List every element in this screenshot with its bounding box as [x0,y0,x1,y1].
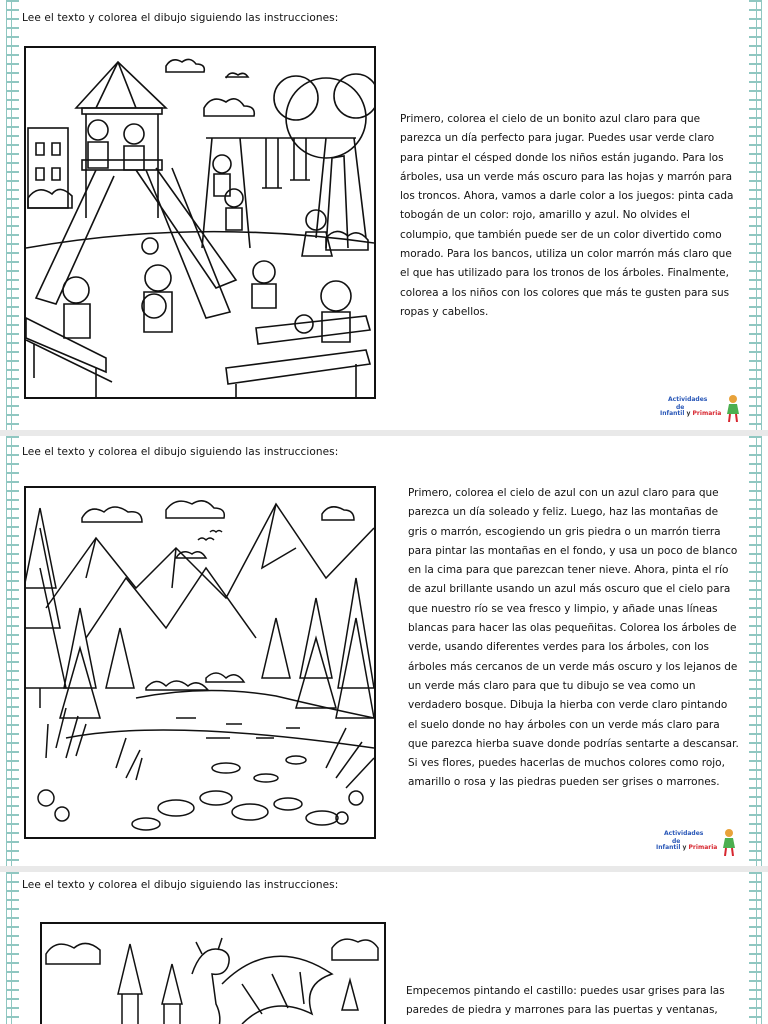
worksheet-page-3 [0,872,768,1024]
instruction-text: Primero, colorea el cielo de un bonito azul claro para que parezca un día perfecto para jugar. Puedes usar verde claro para pintar el césped donde los niños están jugando. Para los árboles, usa un verde más oscuro para las hojas y marrón para los troncos. Ahora, vamos a darle color a los juegos: pinta cada tobogán de un color: rojo, amarillo y azul. No olvides el columpio, que también puede ser de un color divertido como morado. Para los bancos, utiliza un color marrón más claro que el que has utilizado para los tronos de los árboles. Finalmente, colorea a los niños con los colores que más te gusten para sus ropas y cabellos. [400,113,734,318]
decorative-border-left [6,872,19,1024]
logo-line-1: Actividades [664,830,704,837]
decorative-border-right [749,872,762,1024]
logo-line-3: Infantil y Primaria [660,410,722,417]
mountain-river-coloring-image [24,486,376,839]
instruction-text: Primero, colorea el cielo de azul con un azul claro para que parezca un día soleado y feliz. Luego, haz las montañas de gris o marrón, escogiendo un gris piedra o un marrón tierra para pintar las montañas en el fondo, y usa un poco de blanco en la cima para que parezcan tener nieve. Ahora, pinta el río de azul brillante usando un azul más oscuro que el cielo para que nuestro río se vea fresco y limpio, y añade unas líneas blancas para hacer las olas pequeñitas. Colorea los árboles de verde, usando diferentes verdes para los árboles, con los árboles más cercanos de un verde más oscuro y los lejanos de un verde más claro para que tu dibujo se vea como un verdadero bosque. Dibuja la hierba con verde claro pintando el suelo donde no hay árboles con un verde más claro para que parezca hierba suave donde podrías sentarte a descansar. Si ves flores, puedes hacerlas de muchos colores como rojo, amarillo o rosa y las piedras pueden ser grises o marrones. [408,487,739,789]
instruction-heading: Lee el texto y colorea el dibujo siguiendo las instrucciones: [22,12,339,24]
decorative-border-left [6,0,19,430]
site-logo [660,394,740,424]
decorative-border-left [6,436,19,866]
logo-line-1: Actividades [668,396,708,403]
playground-coloring-image [24,46,376,399]
instruction-heading: Lee el texto y colorea el dibujo siguiendo las instrucciones: [22,879,339,891]
instruction-heading: Lee el texto y colorea el dibujo siguiendo las instrucciones: [22,446,339,458]
castle-dragon-coloring-image [40,922,386,1024]
logo-line-2: de [672,838,681,845]
site-logo [656,828,736,858]
decorative-border-right [749,0,762,430]
logo-line-2: de [676,404,685,411]
decorative-border-right [749,436,762,866]
worksheet-page-2 [0,436,768,866]
logo-line-3: Infantil y Primaria [656,844,718,851]
logo-character-icon [726,394,740,422]
worksheet-page-1 [0,0,768,430]
logo-character-icon [722,828,736,856]
instruction-text: Empecemos pintando el castillo: puedes usar grises para las paredes de piedra y marrones para las puertas y ventanas, [406,985,725,1017]
